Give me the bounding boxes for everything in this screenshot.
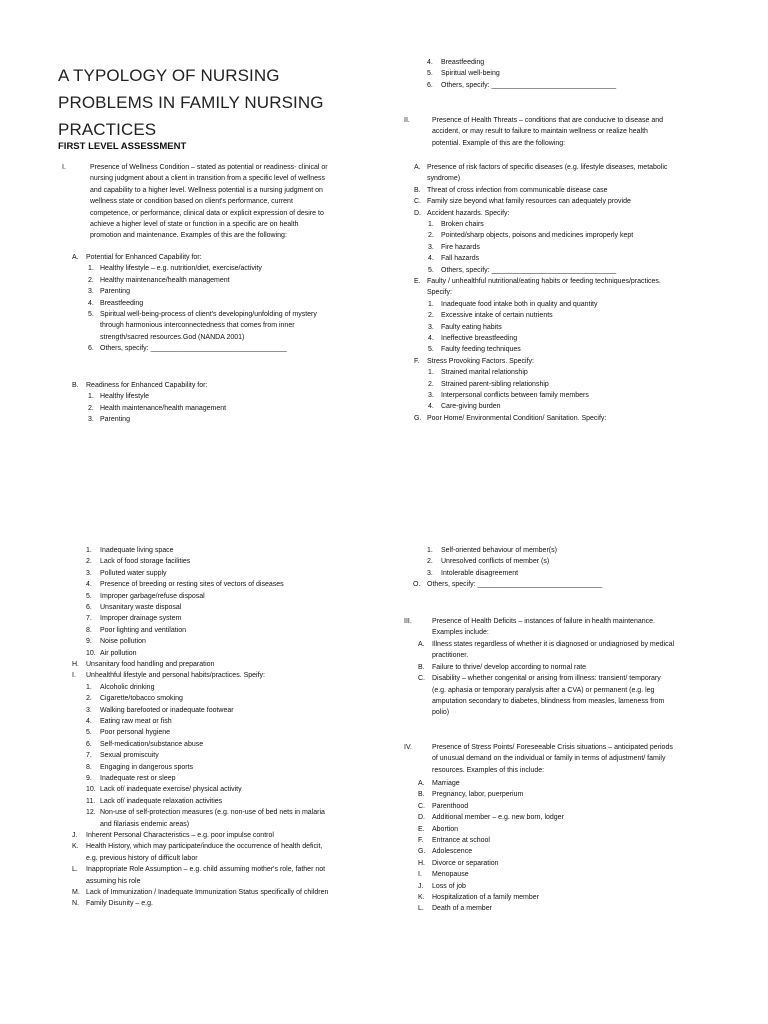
list-item-text: Others, specify: ________________________________ — [441, 81, 617, 89]
list-item-text: Parenting — [100, 288, 130, 296]
list-item-text: Excessive intake of certain nutrients — [441, 312, 553, 320]
list-item-marker: B. — [418, 663, 425, 671]
list-item-marker: 1. — [88, 393, 94, 401]
paragraph-line: Presence of Wellness Condition – stated as potential or readiness- clinical or — [90, 164, 328, 171]
list-item-text: Entrance at school — [432, 837, 490, 844]
paragraph-line: of unusual demand on the individual or family in terms of adjustment/ family — [432, 755, 666, 763]
list-item-text: Healthy maintenance/health management — [100, 276, 230, 284]
list-item-text: Threat of cross infection from communicable disease case — [427, 186, 608, 194]
list-item-text: Inadequate rest or sleep — [100, 775, 176, 782]
list-item-text: Inherent Personal Characteristics – e.g. poor impulse control — [86, 832, 274, 839]
list-item-text: Disability – whether congenital or arising from illness: transient/ temporary — [432, 675, 661, 683]
list-item-marker: 2. — [86, 695, 92, 703]
list-item-text: syndrome) — [427, 175, 461, 183]
list-item-marker: I. — [418, 871, 422, 879]
list-item-text: Family Disunity – e.g. — [86, 900, 153, 908]
subsection-heading: Potential for Enhanced Capability for: — [86, 254, 202, 261]
list-item-text: Inadequate food intake both in quality and quantity — [441, 300, 598, 308]
list-item-marker: 2. — [428, 232, 434, 240]
list-item-marker: 2. — [88, 404, 94, 412]
list-item-marker: K. — [72, 843, 79, 851]
list-item-text: Presence of risk factors of specific diseases (e.g. lifestyle diseases, metabolic — [427, 164, 668, 171]
list-item-text: (e.g. aphasia or temporary paralysis after a CVA) or permanent (e.g. leg — [432, 686, 655, 694]
list-item-text: Others, specify: ________________________________ — [427, 581, 603, 589]
list-item-text: amputation secondary to diabetes, blindness from measles, lameness from — [432, 698, 665, 705]
paragraph-line: resources. Examples of this include: — [432, 766, 545, 774]
list-item-text: Accident hazards. Specify: — [427, 209, 510, 217]
list-item-marker: 6. — [86, 604, 92, 611]
list-item-text: Non-use of self-protection measures (e.g. non-use of bed nets in malaria — [100, 809, 325, 817]
list-item-text: Pregnancy, labor, puerperium — [432, 791, 524, 799]
paragraph-line: Presence of Stress Points/ Foreseeable Crisis situations – anticipated periods — [432, 744, 673, 751]
subsection-heading: Specify: — [427, 289, 452, 297]
list-item-text: through harmonious interconnectedness that comes from inner — [100, 322, 295, 330]
list-item-text: Illness states regardless of whether it is diagnosed or undiagnosed by medical — [432, 641, 675, 648]
list-item-text: Failure to thrive/ develop according to normal rate — [432, 663, 587, 671]
paragraph-line: Presence of Health Deficits – instances of failure in health maintenance. — [432, 618, 655, 625]
list-item-text: strength/sacred resources.God (NANDA 2001) — [100, 333, 245, 341]
list-item-text: Healthy lifestyle — [100, 393, 150, 401]
title-line: A TYPOLOGY OF NURSING — [58, 66, 280, 85]
list-item-marker: 11. — [86, 797, 96, 805]
roman-numeral: III. — [404, 618, 412, 625]
list-item-marker: 5. — [86, 729, 92, 737]
list-item-text: Healthy lifestyle – e.g. nutrition/diet, exercise/activity — [100, 265, 262, 273]
subsection-heading: Unhealthful lifestyle and personal habits/practices. Speify: — [86, 672, 265, 680]
list-item-marker: 4. — [88, 299, 94, 307]
paragraph-line: Examples include: — [432, 629, 489, 637]
list-item-text: Divorce or separation — [432, 859, 499, 867]
list-item-text: Polluted water supply — [100, 569, 167, 577]
list-item-text: Abortion — [432, 825, 459, 833]
list-item-marker: 9. — [86, 775, 92, 782]
list-item-marker: 6. — [86, 740, 92, 748]
subsection-marker: B. — [72, 382, 79, 389]
list-item-marker: N. — [72, 900, 79, 908]
list-item-text: Sexual promiscuity — [100, 752, 159, 760]
paragraph-line: and capability to a higher level. Wellness potential is a nursing judgment on — [90, 186, 323, 194]
list-item-marker: 4. — [427, 59, 433, 66]
list-item-marker: 5. — [86, 592, 92, 600]
list-item-text: Strained parent-sibling relationship — [441, 380, 549, 388]
list-item-marker: H. — [418, 859, 425, 867]
list-item-marker: B. — [414, 186, 421, 194]
list-item-marker: 12. — [86, 809, 96, 817]
list-item-marker: M. — [72, 889, 80, 896]
list-item-text: Adolescence — [432, 848, 473, 856]
list-item-marker: 6. — [427, 81, 433, 89]
list-item-marker: 3. — [428, 243, 434, 251]
list-item-text: polio) — [432, 709, 450, 717]
list-item-text: assuming his role — [86, 877, 141, 885]
list-item-marker: 3. — [86, 569, 92, 577]
list-item-marker: 7. — [86, 752, 92, 760]
list-item-marker: 2. — [428, 380, 434, 388]
list-item-text: Ineffective breastfeeding — [441, 335, 518, 342]
list-item-marker: K. — [418, 894, 425, 901]
roman-numeral: II. — [404, 117, 410, 124]
list-item-text: Lack of Immunization / Inadequate Immunization Status specifically of children — [86, 889, 329, 896]
list-item-text: Menopause — [432, 871, 469, 879]
list-item-marker: C. — [414, 198, 421, 206]
list-item-marker: 2. — [88, 276, 94, 284]
list-item-marker: 8. — [86, 626, 92, 634]
list-item-text: Breastfeeding — [441, 59, 485, 66]
subsection-heading: Readiness for Enhanced Capability for: — [86, 382, 208, 389]
list-item-text: Lack of food storage facilities — [100, 558, 191, 566]
list-item-marker: 7. — [86, 615, 92, 623]
list-item-text: Improper drainage system — [100, 615, 182, 623]
list-item-marker: 3. — [88, 288, 94, 296]
list-item-marker: 4. — [428, 255, 434, 263]
list-item-text: Lack of/ inadequate exercise/ physical activity — [100, 786, 242, 794]
list-item-marker: C. — [418, 675, 425, 683]
list-item-marker: 3. — [86, 706, 92, 714]
subsection-heading: Poor Home/ Environmental Condition/ Sanitation. Specify: — [427, 414, 607, 422]
list-item-text: Death of a member — [432, 905, 492, 913]
list-item-text: Improper garbage/refuse disposal — [100, 592, 205, 600]
list-item-marker: 10. — [86, 649, 96, 657]
list-item-marker: L. — [418, 905, 424, 913]
list-item-marker: 4. — [86, 718, 92, 725]
list-item-text: Family size beyond what family resources can adequately provide — [427, 198, 631, 206]
list-item-marker: 5. — [428, 266, 434, 274]
section-heading: FIRST LEVEL ASSESSMENT — [58, 141, 187, 152]
list-item-text: Loss of job — [432, 882, 466, 890]
list-item-marker: E. — [418, 825, 425, 833]
list-item-text: Health maintenance/health management — [100, 404, 227, 412]
list-item-text: Self-medication/substance abuse — [100, 740, 204, 748]
list-item-marker: F. — [418, 837, 424, 844]
list-item-marker: A. — [418, 641, 425, 648]
list-item-marker: 3. — [428, 392, 434, 399]
title-line: PRACTICES — [58, 120, 157, 139]
list-item-text: Self-oriented behaviour of member(s) — [441, 547, 557, 554]
list-item-marker: 3. — [428, 323, 434, 331]
list-item-text: Presence of breeding or resting sites of vectors of diseases — [100, 581, 284, 589]
list-item-marker: 5. — [428, 346, 434, 354]
list-item-text: Engaging in dangerous sports — [100, 763, 194, 771]
list-item-marker: 2. — [428, 312, 434, 320]
list-item-marker: 1. — [86, 683, 92, 691]
roman-numeral: I. — [62, 164, 66, 171]
list-item-marker: 9. — [86, 638, 92, 646]
list-item-text: Spiritual well-being — [441, 70, 500, 78]
list-item-text: e.g. previous history of difficult labor — [86, 854, 198, 862]
list-item-text: Hospitalization of a family member — [432, 894, 539, 901]
list-item-text: Faulty eating habits — [441, 323, 502, 331]
list-item-text: Additional member – e.g. new born, lodger — [432, 814, 564, 822]
list-item-marker: D. — [414, 209, 421, 217]
list-item-text: Pointed/sharp objects, poisons and medicines improperly kept — [441, 232, 634, 240]
list-item-marker: D. — [418, 814, 425, 822]
subsection-marker: E. — [414, 278, 421, 285]
list-item-marker: 10. — [86, 786, 96, 794]
list-item-text: Parenting — [100, 416, 130, 424]
list-item-marker: 5. — [427, 70, 433, 78]
list-item-marker: 1. — [86, 547, 92, 554]
paragraph-line: promotion and maintenance. Examples of this are the following: — [90, 232, 287, 240]
paragraph-line: wellness state or condition based on client's performance, current — [90, 198, 293, 206]
list-item-text: Cigarette/tobacco smoking — [100, 695, 183, 703]
list-item-text: Others, specify: ___________________________________ — [100, 345, 287, 353]
list-item-text: Unsanitary waste disposal — [100, 604, 182, 611]
list-item-marker: G. — [418, 848, 426, 856]
list-item-marker: A. — [414, 164, 421, 171]
list-item-text: Fall hazards — [441, 255, 480, 263]
list-item-marker: 3. — [88, 416, 94, 424]
list-item-marker: 5. — [88, 311, 94, 318]
subsection-marker: F. — [414, 357, 420, 365]
list-item-text: Poor personal hygiene — [100, 729, 171, 737]
list-item-marker: 2. — [427, 558, 433, 566]
list-item-marker: 4. — [428, 335, 434, 342]
title-line: PROBLEMS IN FAMILY NURSING — [58, 93, 324, 112]
subsection-marker: G. — [414, 414, 422, 422]
list-item-text: Unresolved conflicts of member (s) — [441, 558, 550, 566]
list-item-marker: 4. — [86, 581, 92, 589]
list-item-marker: J. — [418, 882, 424, 890]
list-item-marker: 1. — [428, 300, 434, 308]
list-item-text: Eating raw meat or fish — [100, 718, 172, 725]
page-title — [58, 62, 324, 143]
list-item-marker: 6. — [88, 345, 94, 353]
list-item-text: and filariasis endemic areas) — [100, 820, 190, 828]
list-item-marker: A. — [418, 780, 425, 787]
list-item-text: Alcoholic drinking — [100, 683, 155, 691]
list-item-marker: 1. — [428, 369, 434, 377]
list-item-text: Care-giving burden — [441, 403, 501, 411]
list-item-marker: 2. — [86, 558, 92, 566]
list-item-marker: 1. — [428, 221, 434, 228]
list-item-text: Inappropriate Role Assumption – e.g. child assuming mother's role, father not — [86, 866, 326, 874]
list-item-text: Marriage — [432, 780, 460, 787]
list-item-text: Strained marital relationship — [441, 369, 528, 377]
list-item-marker: 8. — [86, 763, 92, 771]
subsection-marker: I. — [72, 672, 76, 680]
list-item-text: Poor lighting and ventilation — [100, 626, 187, 634]
list-item-text: Intolerable disagreement — [441, 569, 519, 577]
subsection-heading: Stress Provoking Factors. Specify: — [427, 357, 534, 365]
subsection-heading: Faulty / unhealthful nutritional/eating habits or feeding techniques/practices. — [427, 278, 661, 285]
list-item-text: practitioner. — [432, 652, 469, 660]
list-item-text: Parenthood — [432, 802, 469, 810]
list-item-text: Broken chairs — [441, 221, 484, 228]
subsection-heading: Unsanitary food handling and preparation — [86, 661, 215, 668]
list-item-text: Fire hazards — [441, 243, 480, 251]
paragraph-line: accident, or may result to failure to maintain wellness or realize health — [432, 128, 648, 136]
list-item-text: Air pollution — [100, 649, 137, 657]
list-item-marker: L. — [72, 866, 78, 874]
list-item-marker: 1. — [427, 547, 433, 554]
list-item-marker: O. — [413, 581, 421, 589]
paragraph-line: potential. Example of this are the following: — [432, 139, 566, 147]
paragraph-line: nursing judgment about a client in transition from a specific level of wellness — [90, 175, 326, 183]
list-item-text: Faulty feeding techniques — [441, 346, 521, 354]
list-item-text: Noise pollution — [100, 638, 146, 646]
paragraph-line: competence, or performance, clinical data or explicit expression of desire to — [90, 209, 324, 217]
list-item-text: Walking barefooted or inadequate footwear — [100, 706, 234, 714]
list-item-text: Spiritual well-being-process of client's developing/unfolding of mystery — [100, 311, 317, 318]
list-item-marker: C. — [418, 802, 425, 810]
paragraph-line: achieve a higher level of state or function in a specific are on health — [90, 221, 299, 228]
list-item-marker: 1. — [88, 265, 94, 273]
list-item-marker: B. — [418, 791, 425, 799]
list-item-marker: J. — [72, 832, 78, 839]
list-item-text: Lack of/ inadequate relaxation activities — [100, 797, 223, 805]
list-item-text: Others, specify: ________________________________ — [441, 266, 617, 274]
roman-numeral: IV. — [404, 744, 412, 751]
subsection-marker: A. — [72, 254, 79, 261]
list-item-text: Inadequate living space — [100, 547, 174, 554]
subsection-marker: H. — [72, 661, 79, 668]
list-item-marker: 4. — [428, 403, 434, 411]
list-item-text: Interpersonal conflicts between family members — [441, 392, 589, 399]
paragraph-line: Presence of Health Threats – conditions that are conducive to disease and — [432, 117, 664, 124]
list-item-text: Breastfeeding — [100, 299, 144, 307]
list-item-marker: 3. — [427, 569, 433, 577]
list-item-text: Health History, which may participate/induce the occurrence of health deficit, — [86, 843, 323, 851]
